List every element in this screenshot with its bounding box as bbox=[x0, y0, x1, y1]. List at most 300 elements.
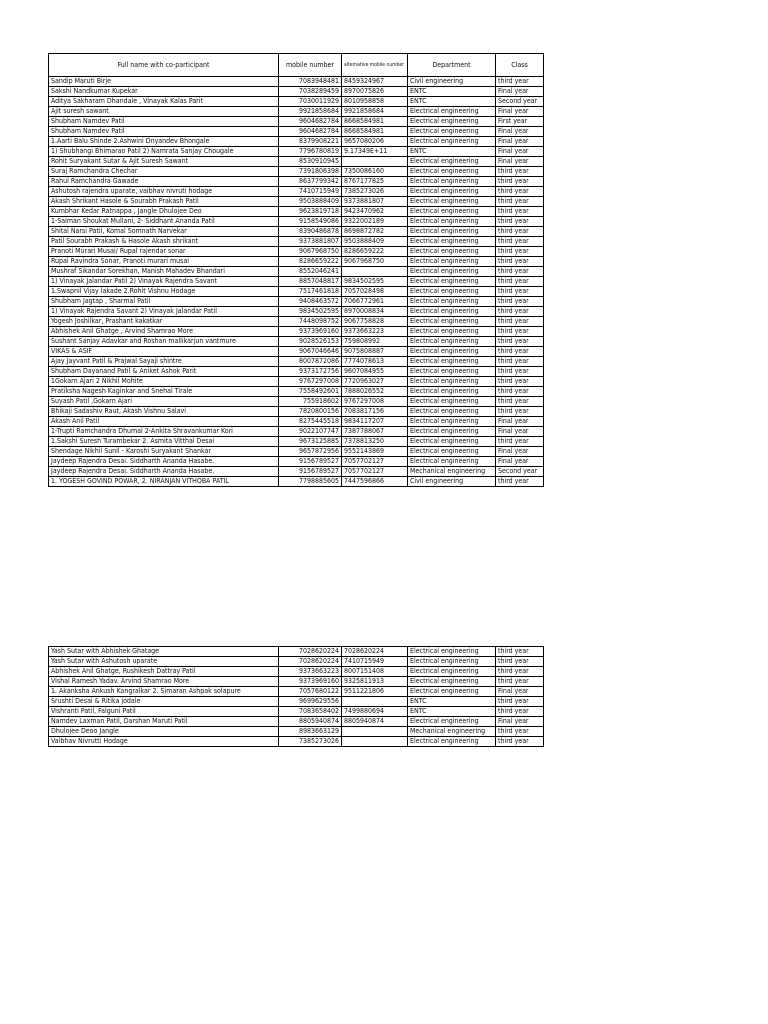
alt-mobile-cell bbox=[342, 697, 408, 707]
department-cell: Electrical engineering bbox=[408, 227, 496, 237]
table-row bbox=[49, 337, 544, 347]
alt-mobile-cell: 9834117207 bbox=[342, 417, 408, 427]
name-cell: Patil Sourabh Prakash & Hasole Akash shrikant bbox=[49, 237, 279, 247]
alt-mobile-cell: 8970008834 bbox=[342, 307, 408, 317]
table-row bbox=[49, 87, 544, 97]
header-alt-mobile: alternative mobile number bbox=[342, 54, 408, 77]
department-cell: Electrical engineering bbox=[408, 277, 496, 287]
table-row bbox=[49, 157, 544, 167]
department-cell: Electrical engineering bbox=[408, 157, 496, 167]
class-cell: third year bbox=[496, 477, 544, 487]
class-cell: third year bbox=[496, 347, 544, 357]
department-cell: Electrical engineering bbox=[408, 167, 496, 177]
alt-mobile-cell: 7720963027 bbox=[342, 377, 408, 387]
class-cell: Final year bbox=[496, 87, 544, 97]
department-cell: Electrical engineering bbox=[408, 717, 496, 727]
name-cell: Dhulojee Deoo Jangle bbox=[49, 727, 279, 737]
table-row bbox=[49, 167, 544, 177]
class-cell: third year bbox=[496, 197, 544, 207]
table-row bbox=[49, 727, 544, 737]
alt-mobile-cell: 9552143869 bbox=[342, 447, 408, 457]
class-cell: third year bbox=[496, 737, 544, 747]
name-cell: Shubham Namdev Patil bbox=[49, 117, 279, 127]
department-cell: Electrical engineering bbox=[408, 397, 496, 407]
table-row bbox=[49, 267, 544, 277]
class-cell: third year bbox=[496, 307, 544, 317]
class-cell: Final year bbox=[496, 137, 544, 147]
department-cell: Electrical engineering bbox=[408, 377, 496, 387]
class-cell: third year bbox=[496, 237, 544, 247]
alt-mobile-cell: 7350086160 bbox=[342, 167, 408, 177]
name-cell: Ajay Jayvant Patil & Prajwal Sayaji shintre bbox=[49, 357, 279, 367]
alt-mobile-cell: 8010958858 bbox=[342, 97, 408, 107]
table-row bbox=[49, 647, 544, 657]
class-cell: third year bbox=[496, 397, 544, 407]
mobile-cell: 7030011929 bbox=[279, 97, 342, 107]
alt-mobile-cell: 7387788067 bbox=[342, 427, 408, 437]
alt-mobile-cell: 8805940874 bbox=[342, 717, 408, 727]
mobile-cell: 8857048817 bbox=[279, 277, 342, 287]
name-cell: Srushti Desai & Ritika jodale bbox=[49, 697, 279, 707]
name-cell: Ajit suresh sawant bbox=[49, 107, 279, 117]
table-row bbox=[49, 127, 544, 137]
alt-mobile-cell: 9.17349E+11 bbox=[342, 147, 408, 157]
name-cell: Vishal Ramesh Yadav. Arvind Shamrao More bbox=[49, 677, 279, 687]
name-cell: 1. Akanksha Ankush Kangralkar 2. Simaran Ashpak solapure bbox=[49, 687, 279, 697]
alt-mobile-cell: 8459324967 bbox=[342, 77, 408, 87]
mobile-cell: 9604682784 bbox=[279, 127, 342, 137]
name-cell: Shubham Jagtap , Sharmal Patil bbox=[49, 297, 279, 307]
class-cell: third year bbox=[496, 327, 544, 337]
class-cell: third year bbox=[496, 647, 544, 657]
mobile-cell: 9373881807 bbox=[279, 237, 342, 247]
mobile-cell: 7028620224 bbox=[279, 647, 342, 657]
alt-mobile-cell: 759808992 bbox=[342, 337, 408, 347]
class-cell: third year bbox=[496, 677, 544, 687]
table-row bbox=[49, 97, 544, 107]
class-cell: Final year bbox=[496, 447, 544, 457]
department-cell: Electrical engineering bbox=[408, 347, 496, 357]
alt-mobile-cell: 8970075826 bbox=[342, 87, 408, 97]
alt-mobile-cell: 9607084955 bbox=[342, 367, 408, 377]
table-row bbox=[49, 677, 544, 687]
alt-mobile-cell: 8767177825 bbox=[342, 177, 408, 187]
table-row bbox=[49, 737, 544, 747]
alt-mobile-cell: 9322002189 bbox=[342, 217, 408, 227]
alt-mobile-cell: 7385273026 bbox=[342, 187, 408, 197]
mobile-cell: 9028526153 bbox=[279, 337, 342, 347]
department-cell: Mechanical engineering bbox=[408, 467, 496, 477]
department-cell: ENTC bbox=[408, 147, 496, 157]
mobile-cell: 9657872956 bbox=[279, 447, 342, 457]
mobile-cell: 9067968750 bbox=[279, 247, 342, 257]
table-row bbox=[49, 187, 544, 197]
alt-mobile-cell: 9067758828 bbox=[342, 317, 408, 327]
table-row bbox=[49, 437, 544, 447]
department-cell: Electrical engineering bbox=[408, 327, 496, 337]
table-row bbox=[49, 397, 544, 407]
alt-mobile-cell: 8668584981 bbox=[342, 117, 408, 127]
table-row bbox=[49, 417, 544, 427]
department-cell: Electrical engineering bbox=[408, 677, 496, 687]
class-cell: third year bbox=[496, 217, 544, 227]
table-row bbox=[49, 177, 544, 187]
name-cell: Pranoti Murari Musai/ Rupal rajendar sonar bbox=[49, 247, 279, 257]
department-cell: Electrical engineering bbox=[408, 317, 496, 327]
name-cell: 1.Sakshi Suresh Turambekar 2. Asmita Vitthal Desai bbox=[49, 437, 279, 447]
table-row bbox=[49, 257, 544, 267]
alt-mobile-cell: 9373663223 bbox=[342, 327, 408, 337]
class-cell: Final year bbox=[496, 417, 544, 427]
mobile-cell: 8805940874 bbox=[279, 717, 342, 727]
alt-mobile-cell: 7057702127 bbox=[342, 457, 408, 467]
table-row bbox=[49, 457, 544, 467]
name-cell: 1-Salman Shoukat Mullani, 2- Siddhant Ananda Patil bbox=[49, 217, 279, 227]
class-cell: third year bbox=[496, 187, 544, 197]
department-cell: Electrical engineering bbox=[408, 667, 496, 677]
name-cell: Rupal Ravindra Sonar, Pranoti murari musai bbox=[49, 257, 279, 267]
mobile-cell: 8983663129 bbox=[279, 727, 342, 737]
mobile-cell: 9699629556 bbox=[279, 697, 342, 707]
department-cell: Electrical engineering bbox=[408, 307, 496, 317]
mobile-cell: 9022107747 bbox=[279, 427, 342, 437]
table-row bbox=[49, 77, 544, 87]
class-cell: third year bbox=[496, 667, 544, 677]
participants-table-2 bbox=[48, 646, 544, 747]
alt-mobile-cell: 9067968750 bbox=[342, 257, 408, 267]
class-cell: Final year bbox=[496, 127, 544, 137]
department-cell: ENTC bbox=[408, 97, 496, 107]
department-cell: Electrical engineering bbox=[408, 407, 496, 417]
name-cell: 1.Swapnil Vijay lakade 2.Rohit Vishnu Hodage bbox=[49, 287, 279, 297]
class-cell: third year bbox=[496, 207, 544, 217]
class-cell: third year bbox=[496, 167, 544, 177]
table-row bbox=[49, 427, 544, 437]
name-cell: Sushant Sanjay Adavkar and Roshan mallikarjun vantmure bbox=[49, 337, 279, 347]
alt-mobile-cell: 7378813250 bbox=[342, 437, 408, 447]
mobile-cell: 7517461818 bbox=[279, 287, 342, 297]
name-cell: Vaibhav Nivrutti Hodage bbox=[49, 737, 279, 747]
class-cell: Final year bbox=[496, 457, 544, 467]
name-cell: Shital Narsi Patil, Komal Somnath Narvekar bbox=[49, 227, 279, 237]
table-row bbox=[49, 227, 544, 237]
name-cell: 1Gokarn Ajari 2 Nikhil Mohite bbox=[49, 377, 279, 387]
table-row bbox=[49, 237, 544, 247]
table-row bbox=[49, 467, 544, 477]
mobile-cell: 8379908221 bbox=[279, 137, 342, 147]
mobile-cell: 9156789527 bbox=[279, 457, 342, 467]
name-cell: Namdev Laxman Patil, Darshan Maruti Patil bbox=[49, 717, 279, 727]
name-cell: Shubham Namdev Patil bbox=[49, 127, 279, 137]
table-row bbox=[49, 137, 544, 147]
name-cell: Abhishek Anil Ghatge, Rushikesh Dattray Patil bbox=[49, 667, 279, 677]
class-cell: Final year bbox=[496, 687, 544, 697]
table-row bbox=[49, 147, 544, 157]
header-department: Department bbox=[408, 54, 496, 77]
name-cell: Jaydeep Rajendra Desai. Siddharth Ananda Hasabe. bbox=[49, 457, 279, 467]
table-row bbox=[49, 707, 544, 717]
class-cell: third year bbox=[496, 697, 544, 707]
class-cell: third year bbox=[496, 317, 544, 327]
name-cell: Shubham Dayanand Patil & Aniket Ashok Parit bbox=[49, 367, 279, 377]
department-cell: Electrical engineering bbox=[408, 207, 496, 217]
mobile-cell: 9373969160 bbox=[279, 677, 342, 687]
department-cell: Electrical engineering bbox=[408, 267, 496, 277]
department-cell: Electrical engineering bbox=[408, 447, 496, 457]
table-row bbox=[49, 367, 544, 377]
mobile-cell: 8275445518 bbox=[279, 417, 342, 427]
alt-mobile-cell: 7066772961 bbox=[342, 297, 408, 307]
mobile-cell: 9834502595 bbox=[279, 307, 342, 317]
name-cell: 1) Shubhangi Bhimarao Patil 2) Namrata Sanjay Chougale bbox=[49, 147, 279, 157]
department-cell: Electrical engineering bbox=[408, 217, 496, 227]
department-cell: Electrical engineering bbox=[408, 187, 496, 197]
class-cell: third year bbox=[496, 227, 544, 237]
alt-mobile-cell bbox=[342, 157, 408, 167]
class-cell: third year bbox=[496, 297, 544, 307]
name-cell: Sandip Maruti Birje bbox=[49, 77, 279, 87]
department-cell: Electrical engineering bbox=[408, 437, 496, 447]
name-cell: Abhishek Anil Ghatge , Arvind Shamrao More bbox=[49, 327, 279, 337]
class-cell: third year bbox=[496, 727, 544, 737]
table-row bbox=[49, 697, 544, 707]
mobile-cell: 9623819718 bbox=[279, 207, 342, 217]
class-cell: Final year bbox=[496, 427, 544, 437]
name-cell: 1.Aarti Balu Shinde 2.Ashwini Dnyandev Bhongale bbox=[49, 137, 279, 147]
mobile-cell: 7083948481 bbox=[279, 77, 342, 87]
alt-mobile-cell: 7083817156 bbox=[342, 407, 408, 417]
alt-mobile-cell: 7447596866 bbox=[342, 477, 408, 487]
mobile-cell: 7448098752 bbox=[279, 317, 342, 327]
alt-mobile-cell: 9373881807 bbox=[342, 197, 408, 207]
alt-mobile-cell bbox=[342, 727, 408, 737]
table-row bbox=[49, 217, 544, 227]
mobile-cell: 9408463572 bbox=[279, 297, 342, 307]
table-row bbox=[49, 477, 544, 487]
mobile-cell: 7083658402 bbox=[279, 707, 342, 717]
mobile-cell: 7391806398 bbox=[279, 167, 342, 177]
name-cell: Kumbhar Kedar Ratnappa , Jangle Dhulojee Deo bbox=[49, 207, 279, 217]
alt-mobile-cell: 9921858684 bbox=[342, 107, 408, 117]
table-row bbox=[49, 107, 544, 117]
class-cell: third year bbox=[496, 337, 544, 347]
class-cell: third year bbox=[496, 367, 544, 377]
name-cell: Vishranti Patil, Falguni Patil bbox=[49, 707, 279, 717]
alt-mobile-cell bbox=[342, 267, 408, 277]
header-mobile: mobile number bbox=[279, 54, 342, 77]
class-cell: Final year bbox=[496, 157, 544, 167]
mobile-cell: 9373172756 bbox=[279, 367, 342, 377]
alt-mobile-cell: 7057028498 bbox=[342, 287, 408, 297]
table-row bbox=[49, 207, 544, 217]
table-row bbox=[49, 247, 544, 257]
mobile-cell: 9156789527 bbox=[279, 467, 342, 477]
table-row bbox=[49, 347, 544, 357]
table-row bbox=[49, 717, 544, 727]
table-row bbox=[49, 407, 544, 417]
mobile-cell: 7796780819 bbox=[279, 147, 342, 157]
class-cell: First year bbox=[496, 117, 544, 127]
alt-mobile-cell: 9834502595 bbox=[342, 277, 408, 287]
department-cell: Civil engineering bbox=[408, 477, 496, 487]
mobile-cell: 9373663223 bbox=[279, 667, 342, 677]
class-cell: third year bbox=[496, 707, 544, 717]
table-row bbox=[49, 287, 544, 297]
department-cell: Electrical engineering bbox=[408, 657, 496, 667]
alt-mobile-cell: 7057702127 bbox=[342, 467, 408, 477]
table-row bbox=[49, 687, 544, 697]
name-cell: Shendage Nikhil Sunil - Karoshi Suryakant Shankar bbox=[49, 447, 279, 457]
alt-mobile-cell: 7774078613 bbox=[342, 357, 408, 367]
mobile-cell: 8390486878 bbox=[279, 227, 342, 237]
mobile-cell: 8007872086 bbox=[279, 357, 342, 367]
alt-mobile-cell bbox=[342, 737, 408, 747]
class-cell: third year bbox=[496, 257, 544, 267]
alt-mobile-cell: 9503888409 bbox=[342, 237, 408, 247]
class-cell: third year bbox=[496, 437, 544, 447]
table-row bbox=[49, 327, 544, 337]
mobile-cell: 9921858684 bbox=[279, 107, 342, 117]
department-cell: Electrical engineering bbox=[408, 417, 496, 427]
alt-mobile-cell: 9511221806 bbox=[342, 687, 408, 697]
department-cell: Electrical engineering bbox=[408, 137, 496, 147]
department-cell: Civil engineering bbox=[408, 77, 496, 87]
table-row bbox=[49, 317, 544, 327]
name-cell: Yash Sutar with Ashutosh uparate bbox=[49, 657, 279, 667]
name-cell: Jaydeep Rajendra Desai. Siddharth Ananda Hasabe. bbox=[49, 467, 279, 477]
class-cell: third year bbox=[496, 357, 544, 367]
mobile-cell: 9503888409 bbox=[279, 197, 342, 207]
table-row bbox=[49, 117, 544, 127]
name-cell: Yogesh Joshilkar, Prashant kakatkar bbox=[49, 317, 279, 327]
alt-mobile-cell: 7888026552 bbox=[342, 387, 408, 397]
alt-mobile-cell: 9767297008 bbox=[342, 397, 408, 407]
mobile-cell: 9158549086 bbox=[279, 217, 342, 227]
table-row bbox=[49, 657, 544, 667]
department-cell: ENTC bbox=[408, 707, 496, 717]
mobile-cell: 755918602 bbox=[279, 397, 342, 407]
name-cell: Akash Shrikant Hasole & Sourabh Prakash Patil bbox=[49, 197, 279, 207]
name-cell: Suyash Patil ,Gokarn Ajari bbox=[49, 397, 279, 407]
department-cell: Electrical engineering bbox=[408, 387, 496, 397]
alt-mobile-cell: 7028620224 bbox=[342, 647, 408, 657]
class-cell: Second year bbox=[496, 467, 544, 477]
mobile-cell: 7028620224 bbox=[279, 657, 342, 667]
header-name: Full name with co-participant bbox=[49, 54, 279, 77]
name-cell: Aditya Sakharam Dhandale , Vinayak Kalas Parit bbox=[49, 97, 279, 107]
mobile-cell: 8286659222 bbox=[279, 257, 342, 267]
table-row bbox=[49, 377, 544, 387]
mobile-cell: 9767297008 bbox=[279, 377, 342, 387]
header-class: Class bbox=[496, 54, 544, 77]
mobile-cell: 8637799342 bbox=[279, 177, 342, 187]
name-cell: 1) Vinayak Jalandar Patil 2) Vinayak Rajendra Savant bbox=[49, 277, 279, 287]
mobile-cell: 7410715949 bbox=[279, 187, 342, 197]
department-cell: Electrical engineering bbox=[408, 257, 496, 267]
department-cell: Electrical engineering bbox=[408, 107, 496, 117]
mobile-cell: 7057680122 bbox=[279, 687, 342, 697]
department-cell: Electrical engineering bbox=[408, 197, 496, 207]
mobile-cell: 9373969160 bbox=[279, 327, 342, 337]
department-cell: Electrical engineering bbox=[408, 127, 496, 137]
name-cell: Rohit Suryakant Sutar & Ajit Suresh Sawant bbox=[49, 157, 279, 167]
mobile-cell: 9067046646 bbox=[279, 347, 342, 357]
department-cell: Electrical engineering bbox=[408, 337, 496, 347]
name-cell: Rahul Ramchandra Gawade bbox=[49, 177, 279, 187]
table-row bbox=[49, 447, 544, 457]
class-cell: Final year bbox=[496, 717, 544, 727]
class-cell: third year bbox=[496, 267, 544, 277]
alt-mobile-cell: 7410715949 bbox=[342, 657, 408, 667]
alt-mobile-cell: 8668584981 bbox=[342, 127, 408, 137]
table-row bbox=[49, 307, 544, 317]
department-cell: Electrical engineering bbox=[408, 367, 496, 377]
name-cell: Suraj Ramchandra Chechar bbox=[49, 167, 279, 177]
department-cell: Electrical engineering bbox=[408, 457, 496, 467]
name-cell: 1) Vinayak Rajendra Savant 2) Vinayak Jalandar Patil bbox=[49, 307, 279, 317]
name-cell: 1-Trupti Ramchandra Dhumal 2-Ankita Shravankumar Kori bbox=[49, 427, 279, 437]
name-cell: Mushraf Sikandar Sorekhan, Manish Mahadev Bhandari bbox=[49, 267, 279, 277]
class-cell: third year bbox=[496, 247, 544, 257]
name-cell: Akash Anil Patil bbox=[49, 417, 279, 427]
name-cell: Sakshi Nandkumar Kupekar bbox=[49, 87, 279, 97]
department-cell: Electrical engineering bbox=[408, 237, 496, 247]
department-cell: Electrical engineering bbox=[408, 247, 496, 257]
alt-mobile-cell: 9325811913 bbox=[342, 677, 408, 687]
class-cell: Final year bbox=[496, 107, 544, 117]
mobile-cell: 7558492601 bbox=[279, 387, 342, 397]
alt-mobile-cell: 9657080206 bbox=[342, 137, 408, 147]
class-cell: third year bbox=[496, 377, 544, 387]
participants-table bbox=[48, 53, 544, 487]
class-cell: Final year bbox=[496, 147, 544, 157]
class-cell: third year bbox=[496, 277, 544, 287]
name-cell: Bhikaji Sadashiv Raut, Akash Vishnu Salavi bbox=[49, 407, 279, 417]
mobile-cell: 7798885605 bbox=[279, 477, 342, 487]
name-cell: Ashutosh rajendra uparate, vaibhav nivruti hodage bbox=[49, 187, 279, 197]
mobile-cell: 9604682784 bbox=[279, 117, 342, 127]
alt-mobile-cell: 9075808887 bbox=[342, 347, 408, 357]
header-row bbox=[49, 54, 544, 77]
table-row bbox=[49, 387, 544, 397]
department-cell: Mechanical engineering bbox=[408, 727, 496, 737]
name-cell: Yash Sutar with Abhishek Ghatage bbox=[49, 647, 279, 657]
alt-mobile-cell: 8286659222 bbox=[342, 247, 408, 257]
class-cell: third year bbox=[496, 77, 544, 87]
alt-mobile-cell: 8007151408 bbox=[342, 667, 408, 677]
department-cell: ENTC bbox=[408, 87, 496, 97]
table-row bbox=[49, 277, 544, 287]
department-cell: Electrical engineering bbox=[408, 117, 496, 127]
table-row bbox=[49, 357, 544, 367]
name-cell: Pratiksha Nagesh Kaginkar and Snehal Tirale bbox=[49, 387, 279, 397]
department-cell: Electrical engineering bbox=[408, 687, 496, 697]
table-row bbox=[49, 197, 544, 207]
class-cell: third year bbox=[496, 387, 544, 397]
mobile-cell: 9673125885 bbox=[279, 437, 342, 447]
department-cell: ENTC bbox=[408, 697, 496, 707]
alt-mobile-cell: 7499880694 bbox=[342, 707, 408, 717]
class-cell: third year bbox=[496, 407, 544, 417]
class-cell: Second year bbox=[496, 97, 544, 107]
table-row bbox=[49, 297, 544, 307]
name-cell: VIKAS & ASIF bbox=[49, 347, 279, 357]
name-cell: 1. YOGESH GOVIND POWAR, 2. NIRANJAN VITHOBA PATIL bbox=[49, 477, 279, 487]
mobile-cell: 7820800156 bbox=[279, 407, 342, 417]
department-cell: Electrical engineering bbox=[408, 357, 496, 367]
alt-mobile-cell: 9423470962 bbox=[342, 207, 408, 217]
department-cell: Electrical engineering bbox=[408, 287, 496, 297]
